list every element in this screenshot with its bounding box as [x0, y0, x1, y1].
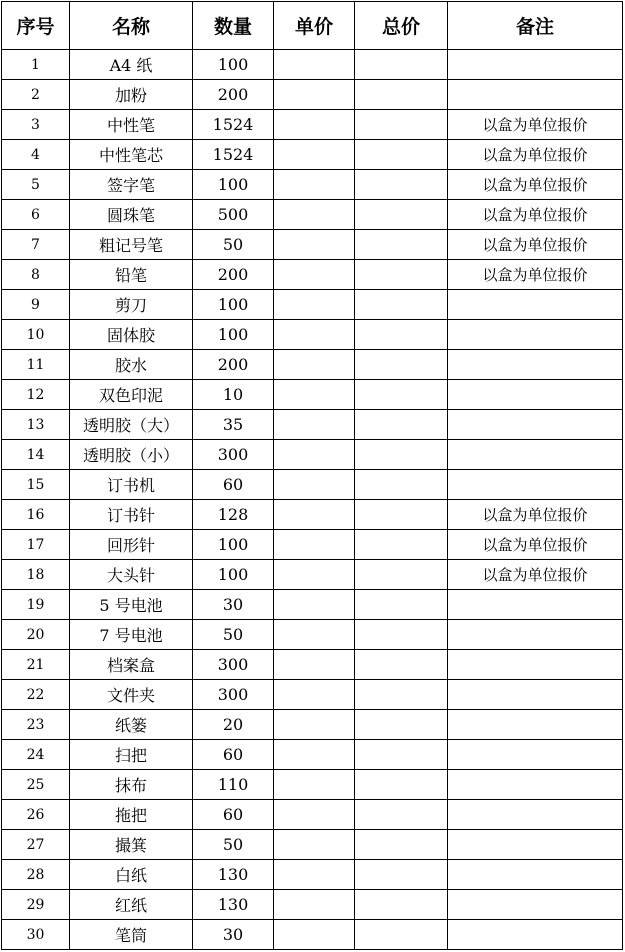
header-name: 名称	[70, 2, 193, 50]
cell-total-price	[355, 230, 448, 260]
cell-unit-price	[274, 470, 355, 500]
cell-name: 笔筒	[70, 920, 193, 950]
cell-no: 28	[2, 860, 70, 890]
table-row	[2, 830, 623, 860]
cell-unit-price	[274, 650, 355, 680]
cell-no: 13	[2, 410, 70, 440]
cell-name: 文件夹	[70, 680, 193, 710]
cell-no: 14	[2, 440, 70, 470]
cell-quantity: 128	[193, 500, 274, 530]
table-row	[2, 500, 623, 530]
cell-name: 订书针	[70, 500, 193, 530]
cell-unit-price	[274, 290, 355, 320]
cell-no: 22	[2, 680, 70, 710]
cell-name: 粗记号笔	[70, 230, 193, 260]
cell-quantity: 60	[193, 470, 274, 500]
cell-total-price	[355, 830, 448, 860]
cell-total-price	[355, 170, 448, 200]
cell-quantity: 60	[193, 800, 274, 830]
cell-quantity: 50	[193, 230, 274, 260]
cell-note: 以盒为单位报价	[448, 230, 623, 260]
cell-total-price	[355, 50, 448, 80]
cell-note	[448, 890, 623, 920]
cell-note	[448, 410, 623, 440]
cell-note: 以盒为单位报价	[448, 110, 623, 140]
cell-note	[448, 440, 623, 470]
cell-note	[448, 650, 623, 680]
cell-total-price	[355, 110, 448, 140]
cell-note	[448, 770, 623, 800]
cell-note	[448, 380, 623, 410]
cell-note	[448, 620, 623, 650]
header-row	[2, 2, 623, 50]
supplies-table	[1, 1, 623, 950]
cell-total-price	[355, 530, 448, 560]
cell-quantity: 100	[193, 290, 274, 320]
cell-unit-price	[274, 740, 355, 770]
cell-note: 以盒为单位报价	[448, 170, 623, 200]
cell-unit-price	[274, 560, 355, 590]
table-row	[2, 80, 623, 110]
cell-total-price	[355, 770, 448, 800]
cell-no: 15	[2, 470, 70, 500]
cell-total-price	[355, 320, 448, 350]
cell-quantity: 50	[193, 620, 274, 650]
cell-unit-price	[274, 800, 355, 830]
header-no: 序号	[2, 2, 70, 50]
cell-total-price	[355, 410, 448, 440]
cell-no: 7	[2, 230, 70, 260]
cell-unit-price	[274, 500, 355, 530]
cell-name: 透明胶（小）	[70, 440, 193, 470]
cell-quantity: 10	[193, 380, 274, 410]
cell-quantity: 500	[193, 200, 274, 230]
table-row	[2, 470, 623, 500]
cell-unit-price	[274, 110, 355, 140]
cell-unit-price	[274, 350, 355, 380]
cell-unit-price	[274, 860, 355, 890]
cell-no: 12	[2, 380, 70, 410]
table-row	[2, 890, 623, 920]
cell-unit-price	[274, 890, 355, 920]
cell-total-price	[355, 350, 448, 380]
table-row	[2, 560, 623, 590]
table-row	[2, 650, 623, 680]
cell-name: 固体胶	[70, 320, 193, 350]
table-row	[2, 920, 623, 950]
cell-unit-price	[274, 80, 355, 110]
table-row	[2, 230, 623, 260]
cell-name: 回形针	[70, 530, 193, 560]
cell-name: 中性笔	[70, 110, 193, 140]
cell-name: 剪刀	[70, 290, 193, 320]
cell-note	[448, 920, 623, 950]
table-row	[2, 770, 623, 800]
table-row	[2, 590, 623, 620]
cell-no: 6	[2, 200, 70, 230]
cell-quantity: 30	[193, 590, 274, 620]
cell-no: 10	[2, 320, 70, 350]
header-note: 备注	[448, 2, 623, 50]
cell-no: 26	[2, 800, 70, 830]
cell-no: 8	[2, 260, 70, 290]
cell-total-price	[355, 890, 448, 920]
cell-name: 7 号电池	[70, 620, 193, 650]
cell-total-price	[355, 290, 448, 320]
cell-name: 订书机	[70, 470, 193, 500]
cell-name: 红纸	[70, 890, 193, 920]
cell-total-price	[355, 590, 448, 620]
cell-no: 23	[2, 710, 70, 740]
table-row	[2, 290, 623, 320]
cell-unit-price	[274, 200, 355, 230]
cell-quantity: 130	[193, 860, 274, 890]
cell-quantity: 200	[193, 260, 274, 290]
cell-total-price	[355, 560, 448, 590]
cell-name: 铅笔	[70, 260, 193, 290]
cell-unit-price	[274, 170, 355, 200]
cell-note	[448, 290, 623, 320]
cell-name: 胶水	[70, 350, 193, 380]
cell-name: 白纸	[70, 860, 193, 890]
cell-note: 以盒为单位报价	[448, 200, 623, 230]
cell-quantity: 200	[193, 80, 274, 110]
cell-unit-price	[274, 140, 355, 170]
cell-quantity: 300	[193, 680, 274, 710]
cell-name: 加粉	[70, 80, 193, 110]
table-row	[2, 170, 623, 200]
cell-total-price	[355, 620, 448, 650]
cell-note	[448, 830, 623, 860]
cell-note	[448, 470, 623, 500]
header-total-price: 总价	[355, 2, 448, 50]
cell-unit-price	[274, 530, 355, 560]
cell-no: 16	[2, 500, 70, 530]
table-row	[2, 380, 623, 410]
cell-quantity: 1524	[193, 140, 274, 170]
cell-unit-price	[274, 590, 355, 620]
cell-no: 3	[2, 110, 70, 140]
cell-name: A4 纸	[70, 50, 193, 80]
cell-unit-price	[274, 410, 355, 440]
table-row	[2, 620, 623, 650]
cell-note	[448, 320, 623, 350]
cell-note	[448, 350, 623, 380]
cell-total-price	[355, 860, 448, 890]
table-row	[2, 200, 623, 230]
cell-no: 20	[2, 620, 70, 650]
table-row	[2, 710, 623, 740]
cell-note: 以盒为单位报价	[448, 530, 623, 560]
cell-total-price	[355, 260, 448, 290]
cell-name: 纸篓	[70, 710, 193, 740]
table-row	[2, 50, 623, 80]
cell-name: 抹布	[70, 770, 193, 800]
cell-quantity: 35	[193, 410, 274, 440]
cell-name: 透明胶（大）	[70, 410, 193, 440]
cell-total-price	[355, 500, 448, 530]
cell-no: 24	[2, 740, 70, 770]
table-body	[2, 50, 623, 950]
cell-total-price	[355, 650, 448, 680]
cell-quantity: 300	[193, 650, 274, 680]
cell-name: 撮箕	[70, 830, 193, 860]
table-row	[2, 140, 623, 170]
cell-quantity: 100	[193, 560, 274, 590]
cell-note	[448, 710, 623, 740]
cell-name: 5 号电池	[70, 590, 193, 620]
table-row	[2, 320, 623, 350]
cell-name: 圆珠笔	[70, 200, 193, 230]
cell-quantity: 130	[193, 890, 274, 920]
table-row	[2, 860, 623, 890]
cell-total-price	[355, 710, 448, 740]
cell-quantity: 100	[193, 320, 274, 350]
cell-total-price	[355, 140, 448, 170]
cell-quantity: 1524	[193, 110, 274, 140]
cell-total-price	[355, 740, 448, 770]
cell-quantity: 60	[193, 740, 274, 770]
table-row	[2, 800, 623, 830]
cell-total-price	[355, 800, 448, 830]
cell-quantity: 200	[193, 350, 274, 380]
cell-total-price	[355, 80, 448, 110]
header-quantity: 数量	[193, 2, 274, 50]
cell-note: 以盒为单位报价	[448, 140, 623, 170]
cell-note: 以盒为单位报价	[448, 500, 623, 530]
cell-unit-price	[274, 50, 355, 80]
cell-note	[448, 800, 623, 830]
cell-total-price	[355, 680, 448, 710]
cell-name: 扫把	[70, 740, 193, 770]
cell-no: 17	[2, 530, 70, 560]
table-row	[2, 530, 623, 560]
table-row	[2, 410, 623, 440]
cell-no: 11	[2, 350, 70, 380]
cell-name: 大头针	[70, 560, 193, 590]
cell-no: 30	[2, 920, 70, 950]
cell-note	[448, 680, 623, 710]
cell-total-price	[355, 440, 448, 470]
cell-no: 9	[2, 290, 70, 320]
cell-unit-price	[274, 230, 355, 260]
cell-unit-price	[274, 830, 355, 860]
cell-no: 2	[2, 80, 70, 110]
cell-note	[448, 50, 623, 80]
cell-note	[448, 80, 623, 110]
cell-name: 拖把	[70, 800, 193, 830]
cell-quantity: 100	[193, 50, 274, 80]
cell-no: 27	[2, 830, 70, 860]
cell-no: 1	[2, 50, 70, 80]
cell-note	[448, 860, 623, 890]
cell-unit-price	[274, 320, 355, 350]
cell-unit-price	[274, 920, 355, 950]
cell-unit-price	[274, 710, 355, 740]
cell-name: 签字笔	[70, 170, 193, 200]
table-row	[2, 260, 623, 290]
cell-quantity: 100	[193, 170, 274, 200]
cell-note	[448, 590, 623, 620]
cell-note	[448, 740, 623, 770]
cell-no: 21	[2, 650, 70, 680]
table-row	[2, 110, 623, 140]
cell-no: 5	[2, 170, 70, 200]
header-unit-price: 单价	[274, 2, 355, 50]
cell-unit-price	[274, 680, 355, 710]
cell-unit-price	[274, 260, 355, 290]
cell-name: 双色印泥	[70, 380, 193, 410]
cell-note: 以盒为单位报价	[448, 260, 623, 290]
table-row	[2, 350, 623, 380]
cell-quantity: 100	[193, 530, 274, 560]
cell-quantity: 20	[193, 710, 274, 740]
cell-quantity: 50	[193, 830, 274, 860]
cell-note: 以盒为单位报价	[448, 560, 623, 590]
cell-total-price	[355, 200, 448, 230]
cell-total-price	[355, 470, 448, 500]
cell-name: 中性笔芯	[70, 140, 193, 170]
cell-name: 档案盒	[70, 650, 193, 680]
cell-quantity: 110	[193, 770, 274, 800]
cell-unit-price	[274, 380, 355, 410]
cell-no: 25	[2, 770, 70, 800]
cell-quantity: 30	[193, 920, 274, 950]
cell-unit-price	[274, 440, 355, 470]
cell-no: 18	[2, 560, 70, 590]
cell-no: 29	[2, 890, 70, 920]
cell-total-price	[355, 920, 448, 950]
table-row	[2, 740, 623, 770]
cell-unit-price	[274, 620, 355, 650]
cell-quantity: 300	[193, 440, 274, 470]
table-row	[2, 680, 623, 710]
cell-unit-price	[274, 770, 355, 800]
cell-no: 19	[2, 590, 70, 620]
cell-total-price	[355, 380, 448, 410]
table-row	[2, 440, 623, 470]
cell-no: 4	[2, 140, 70, 170]
